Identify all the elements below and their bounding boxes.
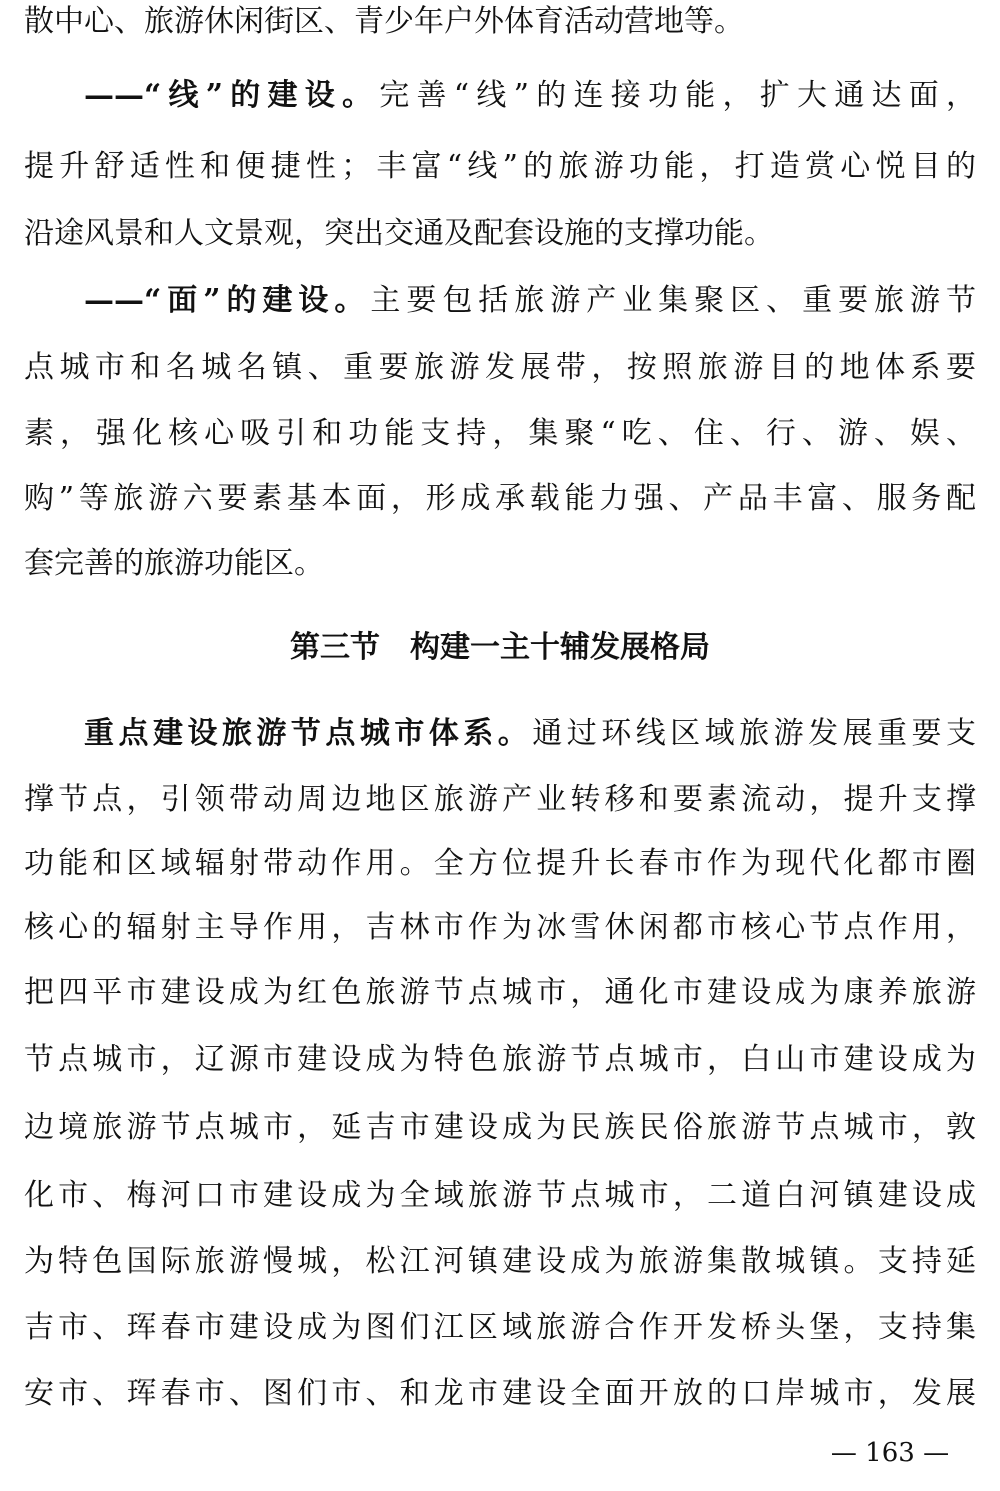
section-heading: 第三节 构建一主十辅发展格局	[290, 630, 710, 665]
body-line: 安市、珲春市、图们市、和龙市建设全面开放的口岸城市，发展	[24, 1376, 976, 1411]
body-line	[84, 74, 976, 118]
body-line: 吉市、珲春市建设成为图们江区域旅游合作开发桥头堡，支持集	[24, 1310, 976, 1345]
body-line: 核心的辐射主导作用，吉林市作为冰雪休闲都市核心节点作用，	[24, 910, 976, 945]
line-text: 完善“线”的连接功能，扩大通达面，	[379, 78, 976, 113]
page-number: — 163 —	[830, 1438, 950, 1468]
body-line: 套完善的旅游功能区。	[24, 546, 324, 581]
body-line: 点城市和名城名镇、重要旅游发展带，按照旅游目的地体系要	[24, 350, 976, 385]
body-line: 为特色国际旅游慢城，松江河镇建设成为旅游集散城镇。支持延	[24, 1244, 976, 1279]
body-line: 边境旅游节点城市，延吉市建设成为民族民俗旅游节点城市，敦	[24, 1110, 976, 1145]
body-line: 素，强化核心吸引和功能支持，集聚“吃、住、行、游、娱、	[24, 416, 976, 451]
body-line: 购”等旅游六要素基本面，形成承载能力强、产品丰富、服务配	[24, 481, 976, 516]
face-section-lead: ——“面”的建设。	[84, 283, 371, 318]
node-city-text: 通过环线区域旅游发展重要支	[532, 716, 976, 751]
body-line: 化市、梅河口市建设成为全域旅游节点城市，二道白河镇建设成	[24, 1178, 976, 1213]
body-line: 提升舒适性和便捷性；丰富“线”的旅游功能，打造赏心悦目的	[24, 149, 976, 184]
body-line: 撑节点，引领带动周边地区旅游产业转移和要素流动，提升支撑	[24, 782, 976, 817]
line-section-lead: ——“线”的建设。	[84, 78, 380, 113]
body-line	[84, 279, 976, 323]
body-line: 把四平市建设成为红色旅游节点城市，通化市建设成为康养旅游	[24, 975, 976, 1010]
body-line: 功能和区域辐射带动作用。全方位提升长春市作为现代化都市圈	[24, 846, 976, 881]
body-line: 散中心、旅游休闲街区、青少年户外体育活动营地等。	[24, 4, 744, 39]
body-line: 节点城市，辽源市建设成为特色旅游节点城市，白山市建设成为	[24, 1042, 976, 1077]
node-city-lead: 重点建设旅游节点城市体系。	[84, 716, 533, 751]
body-line: 沿途风景和人文景观，突出交通及配套设施的支撑功能。	[24, 216, 774, 251]
body-line	[84, 712, 976, 756]
face-text: 主要包括旅游产业集聚区、重要旅游节	[370, 283, 976, 318]
